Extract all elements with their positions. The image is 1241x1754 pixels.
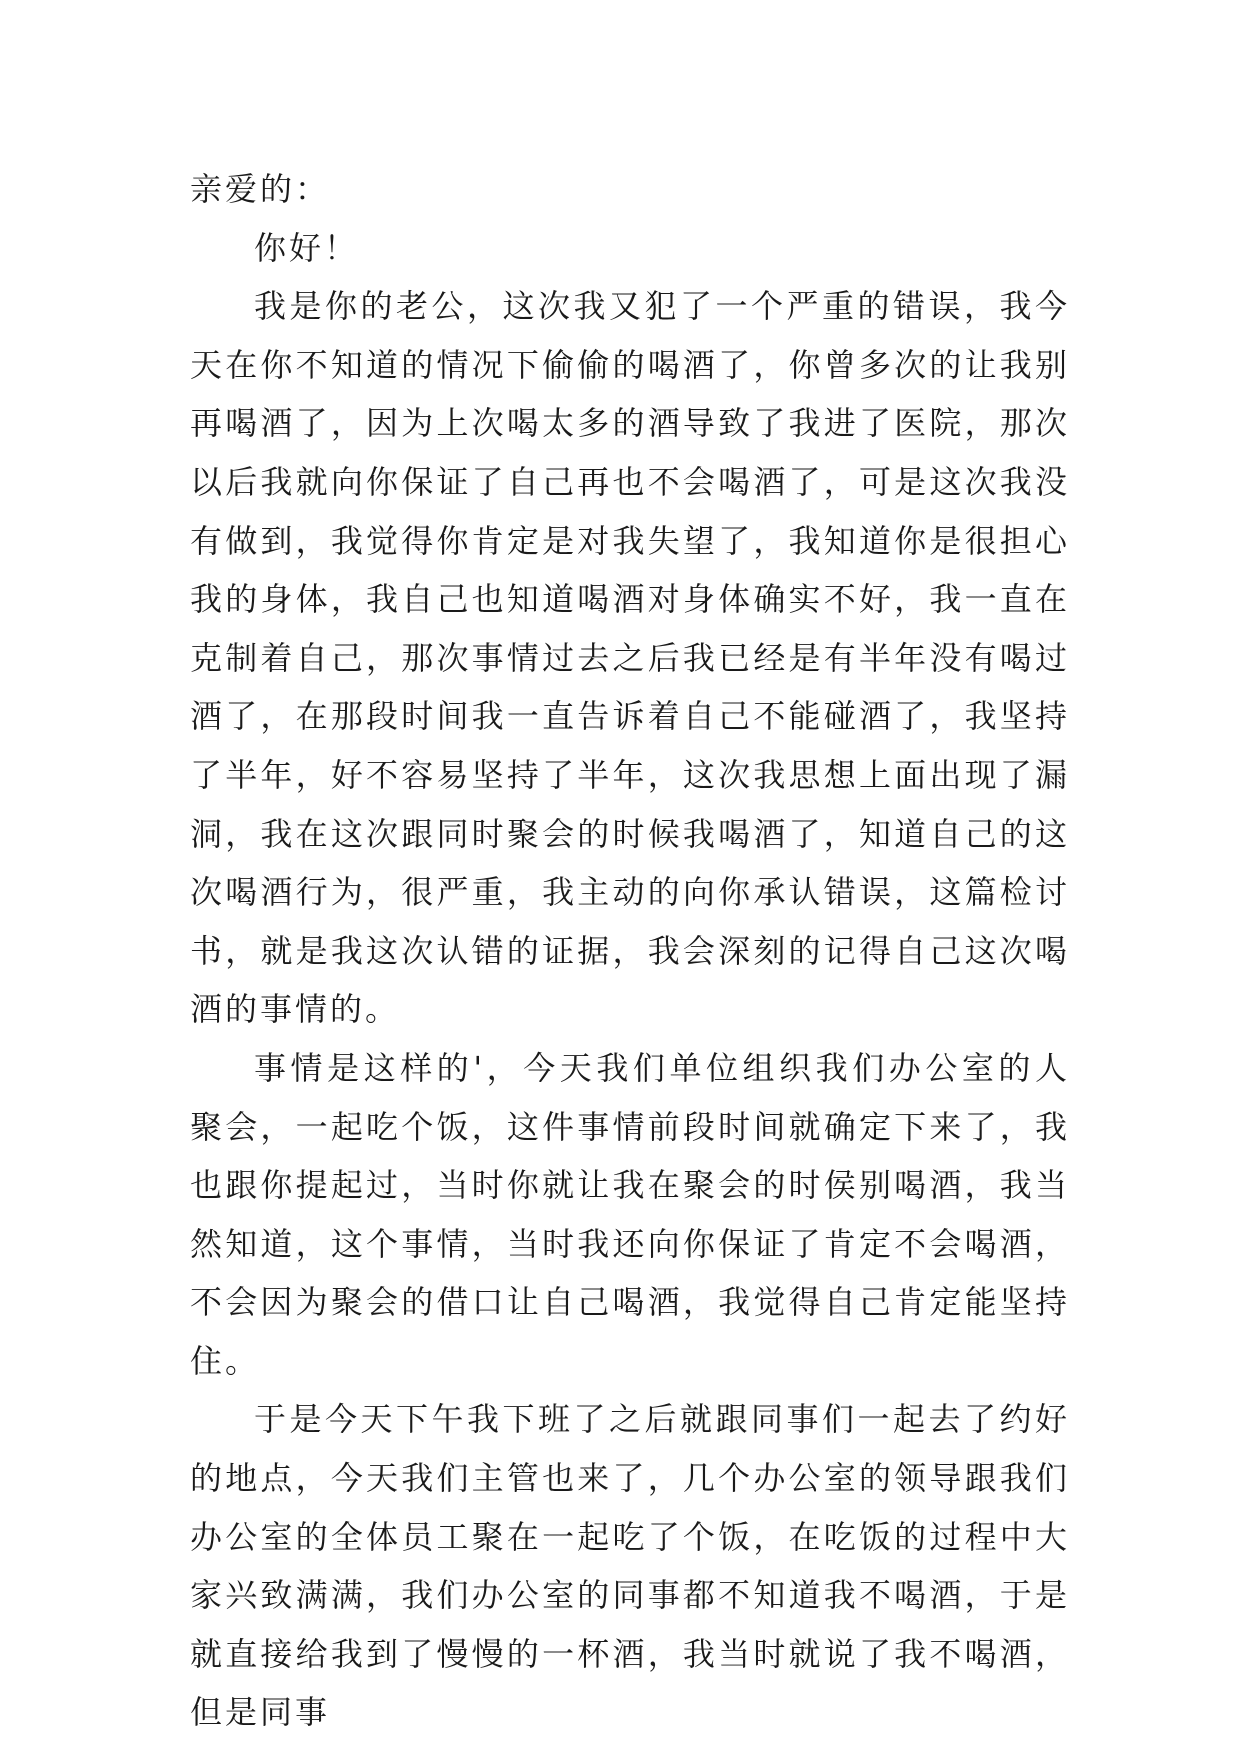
paragraph-2: 事情是这样的'，今天我们单位组织我们办公室的人聚会，一起吃个饭，这件事情前段时间就确定下来了，我也跟你提起过，当时你就让我在聚会的时侯别喝酒，我当然知道，这个事情，当时我还向你保证了肯定不会喝酒，不会因为聚会的借口让自己喝酒，我觉得自己肯定能坚持住。	[190, 1048, 1070, 1380]
letter-body	[190, 160, 1070, 1742]
paragraph-1: 我是你的老公，这次我又犯了一个严重的错误，我今天在你不知道的情况下偷偷的喝酒了，你曾多次的让我别再喝酒了，因为上次喝太多的酒导致了我进了医院，那次以后我就向你保证了自己再也不会喝酒了，可是这次我没有做到，我觉得你肯定是对我失望了，我知道你是很担心我的身体，我自己也知道喝酒对身体确实不好，我一直在克制着自己，那次事情过去之后我已经是有半年没有喝过酒了，在那段时间我一直告诉着自己不能碰酒了，我坚持了半年，好不容易坚持了半年，这次我思想上面出现了漏洞，我在这次跟同时聚会的时候我喝酒了，知道自己的这次喝酒行为，很严重，我主动的向你承认错误，这篇检讨书，就是我这次认错的证据，我会深刻的记得自己这次喝酒的事情的。	[190, 287, 1070, 1029]
salutation: 亲爱的：	[190, 170, 331, 208]
paragraph-3: 于是今天下午我下班了之后就跟同事们一起去了约好的地点，今天我们主管也来了，几个办公室的领导跟我们办公室的全体员工聚在一起吃了个饭，在吃饭的过程中大家兴致满满，我们办公室的同事都不知道我不喝酒，于是就直接给我到了慢慢的一杯酒，我当时就说了我不喝酒，但是同事	[190, 1400, 1070, 1732]
greeting: 你好！	[254, 228, 360, 267]
